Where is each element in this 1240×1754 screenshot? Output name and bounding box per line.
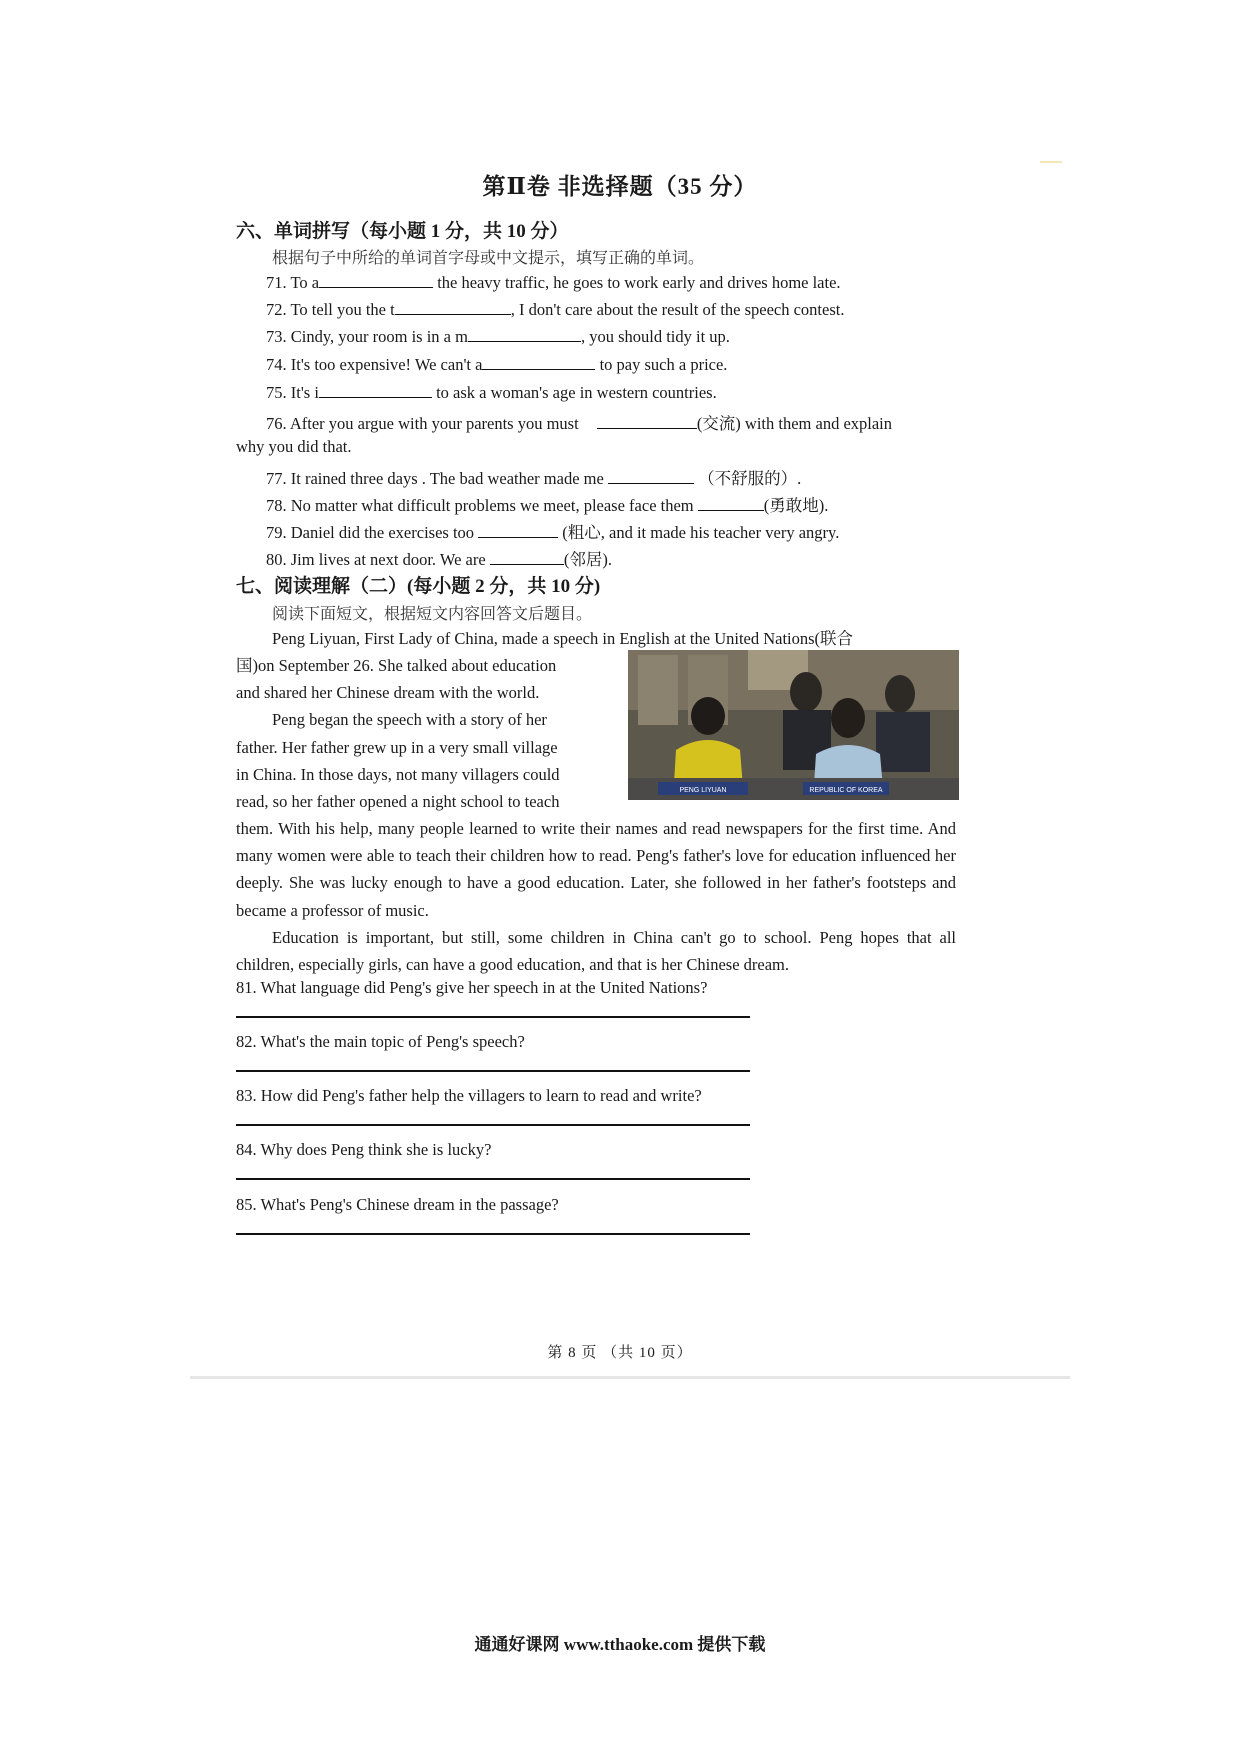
photo-placard-2: REPUBLIC OF KOREA	[809, 787, 883, 794]
question-77: 77. It rained three days . The bad weather made me （不舒服的）.	[266, 469, 802, 488]
question-83: 83. How did Peng's father help the villagers to learn to read and write?	[236, 1086, 702, 1105]
answer-blank[interactable]	[478, 523, 558, 538]
question-81: 81. What language did Peng's give her speech in at the United Nations?	[236, 978, 708, 997]
reading-passage-line1: Peng Liyuan, First Lady of China, made a speech in English at the United Nations(联合	[272, 629, 854, 648]
question-76-continued: why you did that.	[236, 437, 352, 456]
answer-blank[interactable]	[698, 496, 764, 511]
question-84: 84. Why does Peng think she is lucky?	[236, 1140, 492, 1159]
answer-blank[interactable]	[608, 469, 694, 484]
question-72: 72. To tell you the t , I don't care about the result of the speech contest.	[266, 300, 845, 319]
answer-blank[interactable]	[319, 383, 432, 398]
section-6-heading: 六、单词拼写（每小题 1 分，共 10 分）	[236, 221, 569, 242]
photo-placard-1: PENG LIYUAN	[679, 787, 727, 794]
question-71: 71. To a the heavy traffic, he goes to work early and drives home late.	[266, 273, 841, 292]
question-75: 75. It's i to ask a woman's age in western countries.	[266, 383, 717, 402]
question-74: 74. It's too expensive! We can't a to pay such a price.	[266, 355, 728, 374]
question-80: 80. Jim lives at next door. We are (邻居).	[266, 550, 612, 569]
corner-mark	[1040, 161, 1062, 163]
answer-blank[interactable]	[482, 355, 595, 370]
answer-blank[interactable]	[490, 550, 564, 565]
photo-illustration	[628, 650, 959, 800]
answer-blank[interactable]	[319, 273, 433, 288]
question-78: 78. No matter what difficult problems we meet, please face them (勇敢地).	[266, 496, 829, 515]
page-divider	[190, 1376, 1070, 1379]
un-speech-photo	[628, 650, 959, 800]
question-79: 79. Daniel did the exercises too (粗心, and it made his teacher very angry.	[266, 523, 840, 542]
answer-blank[interactable]	[597, 414, 697, 429]
page-title: 第Ⅱ卷 非选择题（35 分）	[482, 174, 758, 199]
answer-line-84[interactable]	[236, 1178, 750, 1180]
answer-blank[interactable]	[395, 300, 511, 315]
answer-line-81[interactable]	[236, 1016, 750, 1018]
answer-line-85[interactable]	[236, 1233, 750, 1235]
answer-line-82[interactable]	[236, 1070, 750, 1072]
question-82: 82. What's the main topic of Peng's speech?	[236, 1032, 525, 1051]
answer-line-83[interactable]	[236, 1124, 750, 1126]
question-73: 73. Cindy, your room is in a m , you should tidy it up.	[266, 327, 730, 346]
page-number: 第 8 页 （共 10 页）	[547, 1345, 693, 1361]
section-7-instruction: 阅读下面短文，根据短文内容回答文后题目。	[272, 604, 593, 623]
answer-blank[interactable]	[468, 327, 581, 342]
section-7-heading: 七、阅读理解（二）(每小题 2 分，共 10 分)	[236, 576, 601, 597]
source-credit: 通通好课网 www.tthaoke.com 提供下载	[474, 1635, 766, 1654]
section-6-instruction: 根据句子中所给的单词首字母或中文提示，填写正确的单词。	[272, 248, 705, 267]
reading-passage-wrapped: 国)on September 26. She talked about education and shared her Chinese dream with the world. Peng began the speech with a story of her father. Her father grew up in a very small village in China. In those days, not many villagers could read, so her father opened a night school to teach	[236, 656, 560, 812]
question-76: 76. After you argue with your parents you must (交流) with them and explain	[266, 414, 893, 433]
reading-passage-body: them. With his help, many people learned to write their names and read newspapers for the first time. And many women were able to teach their children how to read. Peng's father's love for education influenced her deeply. She was lucky enough to have a good education. Later, she followed in her father's footsteps and became a professor of music. Education is important, but still, some children in China can't go to school. Peng hopes that all children, especially girls, can have a good education, and that is her Chinese dream.	[236, 819, 956, 975]
question-85: 85. What's Peng's Chinese dream in the passage?	[236, 1195, 559, 1214]
